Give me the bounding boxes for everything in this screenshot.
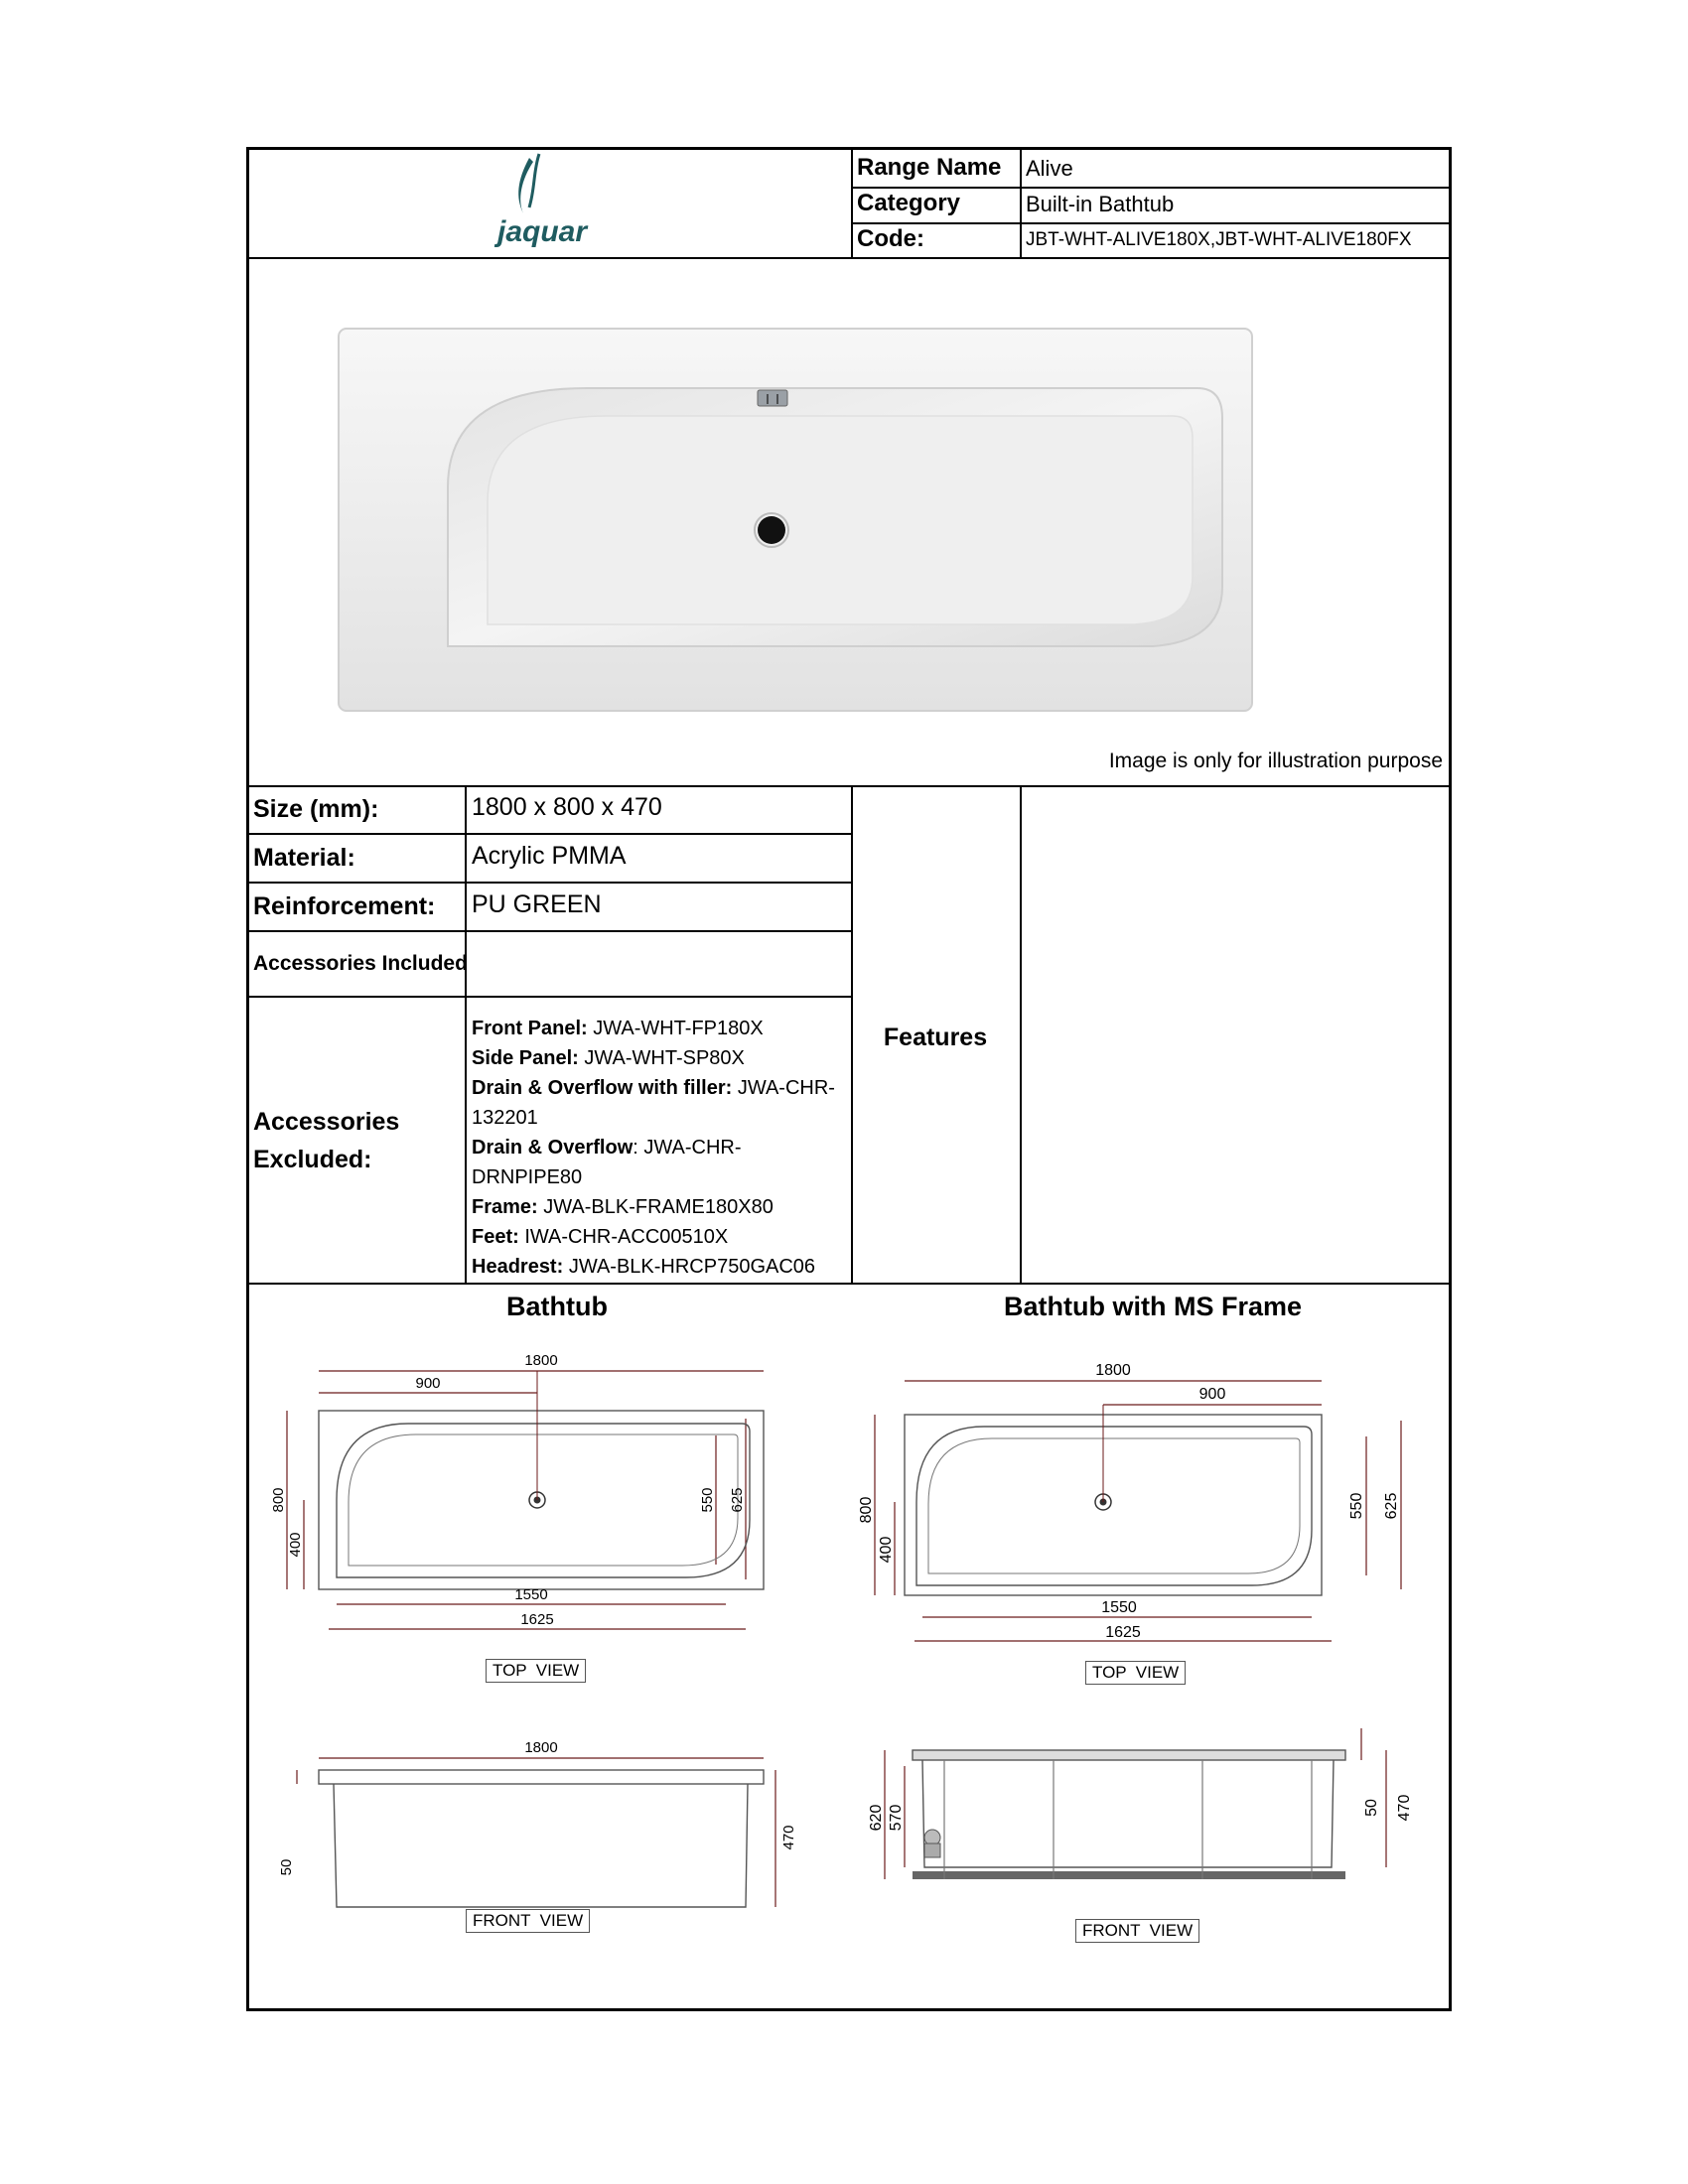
brand-logo xyxy=(458,150,656,259)
dim-half-width: 400 xyxy=(287,1532,304,1558)
frame-drawing-title: Bathtub with MS Frame xyxy=(1003,1292,1302,1321)
dim-rim-frame: 50 xyxy=(1363,1799,1380,1817)
list-item: Front Panel: JWA-WHT-FP180X xyxy=(472,1018,764,1039)
dim-rim: 50 xyxy=(278,1858,295,1876)
code-value: JBT-WHT-ALIVE180X,JBT-WHT-ALIVE180FX xyxy=(1026,229,1412,250)
material-label: Material: xyxy=(253,844,355,872)
features-label: Features xyxy=(883,1024,988,1051)
dim-half-frame: 900 xyxy=(1198,1386,1226,1403)
accessories-excluded-label xyxy=(253,1103,399,1178)
size-label: Size (mm): xyxy=(253,795,379,823)
dim-width: 800 xyxy=(270,1487,287,1513)
range-name-label: Range Name xyxy=(857,154,1002,181)
list-item: Drain & Overflow with filler: JWA-CHR- xyxy=(472,1077,835,1099)
accessories-included-label: Accessories Included xyxy=(253,952,468,975)
dim-outer-w-frame: 625 xyxy=(1383,1492,1400,1520)
excluded-label-line1: Accessories xyxy=(253,1108,400,1136)
brand-name: jaquar xyxy=(497,215,588,248)
list-item: Feet: IWA-CHR-ACC00510X xyxy=(472,1226,729,1248)
material-value: Acrylic PMMA xyxy=(472,842,627,870)
size-value: 1800 x 800 x 470 xyxy=(472,793,662,821)
product-image xyxy=(299,289,1292,726)
dim-outer-len: 1625 xyxy=(520,1611,554,1628)
frame-front-view-label: FRONT VIEW xyxy=(1075,1919,1199,1943)
excluded-label-line2: Excluded: xyxy=(253,1146,372,1173)
illustration-note: Image is only for illustration purpose xyxy=(1108,750,1443,772)
dim-outer-w: 625 xyxy=(729,1487,746,1513)
list-item: Side Panel: JWA-WHT-SP80X xyxy=(472,1047,745,1069)
list-item: Headrest: JWA-BLK-HRCP750GAC06 xyxy=(472,1256,816,1278)
list-item: Frame: JWA-BLK-FRAME180X80 xyxy=(472,1196,774,1218)
dim-length: 1800 xyxy=(524,1352,558,1369)
list-item: 132201 xyxy=(472,1107,538,1129)
range-name-value: Alive xyxy=(1026,156,1073,181)
code-label: Code: xyxy=(857,225,924,252)
list-item: Drain & Overflow: JWA-CHR-DRNPIPE80 xyxy=(472,1137,742,1188)
dim-inner-w-frame: 550 xyxy=(1348,1492,1365,1520)
dim-outer-len-frame: 1625 xyxy=(1105,1624,1141,1641)
dim-depth: 470 xyxy=(780,1825,797,1850)
dim-half-width-frame: 400 xyxy=(878,1536,895,1564)
dim-length-frame: 1800 xyxy=(1095,1362,1131,1379)
dim-inner-len: 1550 xyxy=(514,1586,548,1603)
dim-width-frame: 800 xyxy=(858,1496,875,1524)
frame-top-view-label: TOP VIEW xyxy=(1085,1661,1186,1685)
category-label: Category xyxy=(857,190,961,216)
reinforcement-label: Reinforcement: xyxy=(253,892,436,920)
bathtub-top-view xyxy=(270,1341,795,1669)
dim-length-front: 1800 xyxy=(524,1739,558,1756)
frame-top-view xyxy=(858,1351,1421,1679)
dim-frame-h: 620 xyxy=(868,1804,885,1832)
dim-half: 900 xyxy=(415,1375,441,1392)
top-view-label: TOP VIEW xyxy=(486,1659,586,1683)
category-value: Built-in Bathtub xyxy=(1026,192,1175,216)
excluded-list xyxy=(472,1014,849,1282)
dim-inner-len-frame: 1550 xyxy=(1101,1599,1137,1616)
dim-frame-inner: 570 xyxy=(888,1804,905,1832)
frame-front-view xyxy=(865,1708,1421,1947)
bathtub-drawing-title: Bathtub xyxy=(506,1292,608,1321)
reinforcement-value: PU GREEN xyxy=(472,890,602,918)
dim-depth-frame: 470 xyxy=(1396,1794,1413,1822)
dim-inner-w: 550 xyxy=(699,1487,716,1513)
front-view-label: FRONT VIEW xyxy=(466,1909,590,1933)
spec-sheet xyxy=(246,147,1452,2011)
